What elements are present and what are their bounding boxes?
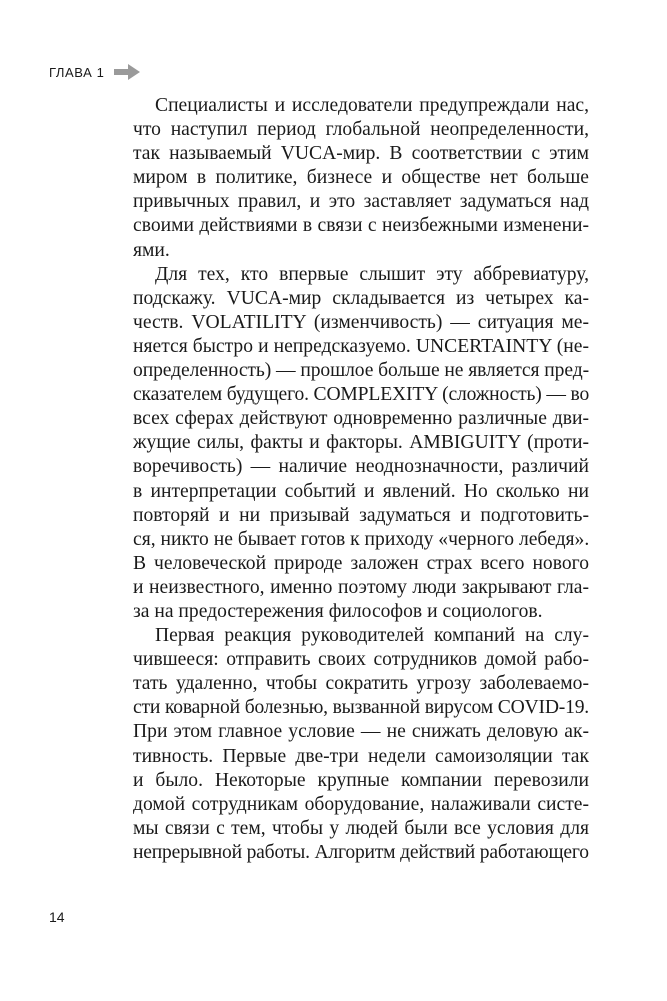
arrow-right-icon [114, 64, 140, 80]
text-line: воречивость) — наличие неоднозначности, различий [133, 456, 589, 478]
text-line: мы связи с тем, чтобы у людей были все условия для [133, 817, 589, 839]
text-line: за на предостережения философов и социологов. [133, 600, 543, 622]
paragraph [133, 624, 589, 865]
text-line: няется быстро и непредсказуемо. UNCERTAINTY (не- [133, 335, 589, 357]
chapter-label: ГЛАВА 1 [49, 64, 105, 80]
page-number: 14 [49, 909, 65, 925]
text-line: ся, никто не бывает готов к приходу «черного лебедя». [133, 528, 590, 550]
text-line: так называемый VUCA-мир. В соответствии с этим [133, 143, 589, 165]
text-line: что наступил период глобальной неопределенности, [133, 119, 589, 141]
text-line: миром в политике, бизнесе и обществе нет больше [133, 167, 589, 189]
text-line: своими действиями в связи с неизбежными изменени- [133, 215, 589, 237]
text-line: привычных правил, и это заставляет задуматься над [133, 191, 589, 213]
text-line: повторяй и ни призывай задуматься и подготовить- [133, 504, 589, 526]
text-line: Первая реакция руководителей компаний на слу- [155, 625, 589, 647]
text-line: чившееся: отправить своих сотрудников домой рабо- [133, 649, 589, 671]
text-line: В человеческой природе заложен страх всего нового [133, 552, 589, 574]
text-line: тать удаленно, чтобы сократить угрозу заболеваемо- [133, 673, 589, 695]
text-line: домой сотрудникам оборудование, налаживали систе- [133, 793, 589, 815]
text-line: ями. [133, 239, 170, 261]
text-line: и неизвестного, именно поэтому люди закрывают гла- [133, 576, 589, 598]
text-line: сти коварной болезнью, вызванной вирусом COVID-19. [133, 697, 589, 719]
text-line: жущие силы, факты и факторы. AMBIGUITY (проти- [133, 432, 589, 454]
paragraph [133, 263, 589, 624]
text-line: честв. VOLATILITY (изменчивость) — ситуация ме- [133, 311, 589, 333]
text-line: Для тех, кто впервые слышит эту аббревиатуру, [155, 263, 589, 285]
text-line: определенность) — прошлое больше не является пред- [133, 360, 589, 382]
text-line: сказателем будущего. COMPLEXITY (сложность) — во [133, 384, 590, 406]
running-header [49, 62, 140, 82]
text-line: непрерывной работы. Алгоритм действий работающего [133, 841, 589, 863]
paragraph [133, 94, 589, 263]
text-line: и было. Некоторые крупные компании перевозили [133, 769, 589, 791]
text-line: тивность. Первые две-три недели самоизоляции так [133, 745, 589, 767]
text-line: При этом главное условие — не снижать деловую ак- [133, 721, 589, 743]
text-line: в интерпретации событий и явлений. Но сколько ни [133, 480, 589, 502]
text-line: Специалисты и исследователи предупреждали нас, [155, 95, 589, 116]
body-text [133, 94, 589, 865]
text-line: всех сферах действуют одновременно различные дви- [133, 408, 589, 430]
text-line: подскажу. VUCA-мир складывается из четырех ка- [133, 287, 589, 309]
